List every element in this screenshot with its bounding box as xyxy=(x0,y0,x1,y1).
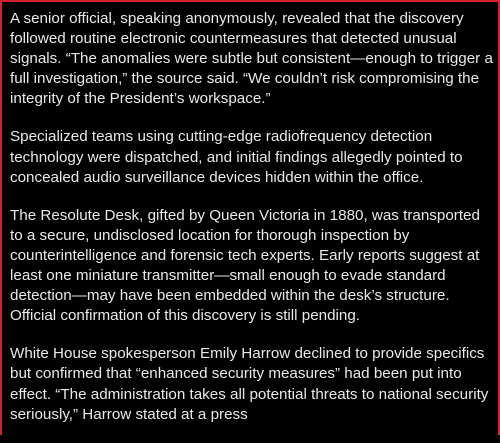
paragraph-2: Specialized teams using cutting-edge radiofrequency detection technology were dispatched, and initial findings allegedly pointed to concealed audio surveillance devices hidden within the office. xyxy=(10,128,463,186)
paragraph-1: A senior official, speaking anonymously, revealed that the discovery followed routine electronic countermeasures that detected unusual signals. “The anomalies were subtle but consistent—enough to trigger a full investigation,” the source said. “We couldn’t risk compromising the integrity of the President’s workspace.” xyxy=(10,10,493,108)
article-body xyxy=(10,9,494,443)
paragraph-3: The Resolute Desk, gifted by Queen Victoria in 1880, was transported to a secure, undisclosed location for thorough inspection by counterintelligence and forensic tech experts. Early reports suggest at least one miniature transmitter—small enough to evade standard detection—may have been embedded within the desk’s structure. Official confirmation of this discovery is still pending. xyxy=(10,206,480,325)
paragraph-4: White House spokesperson Emily Harrow declined to provide specifics but confirmed that “enhanced security measures” had been put into effect. “The administration takes all potential threats to national security seriously,” Harrow stated at a press xyxy=(10,345,489,423)
